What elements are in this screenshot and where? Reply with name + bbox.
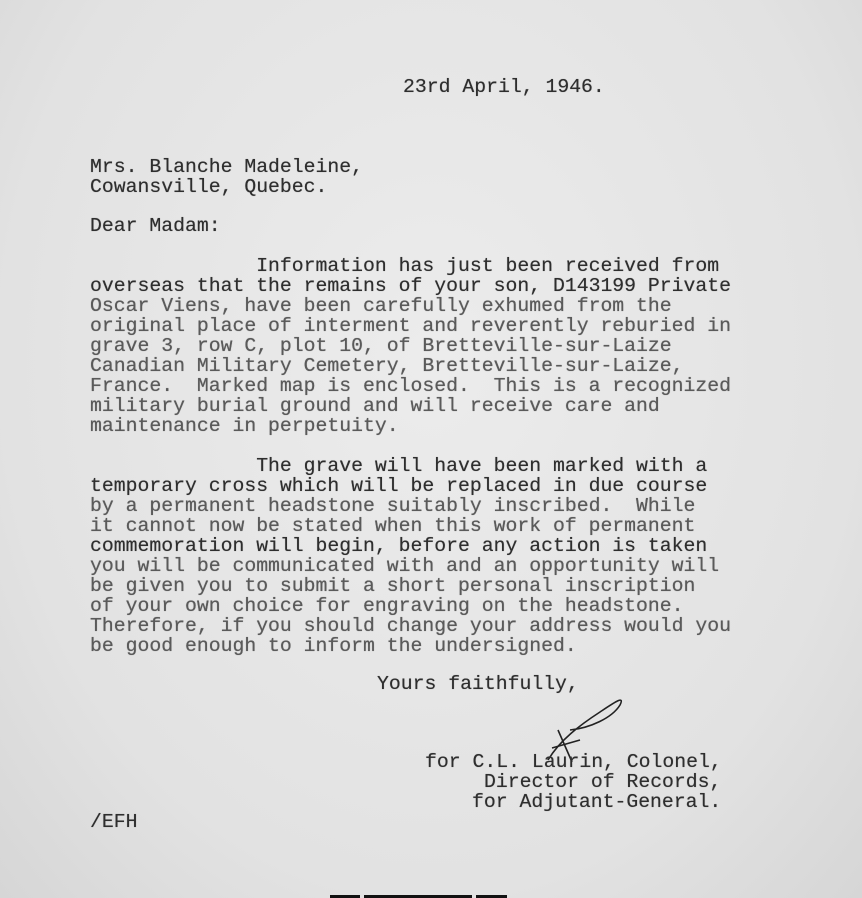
salutation: Dear Madam: [90,215,221,237]
paragraph-line: France. Marked map is enclosed. This is a recognized [90,375,732,397]
signatory-title: Director of Records, [484,771,722,793]
recipient-location: Cowansville, Quebec. [90,176,328,198]
signatory-office: for Adjutant-General. [472,791,722,813]
letter-date: 23rd April, 1946. [403,76,605,98]
paragraph-line: The grave will have been marked with a [90,455,708,477]
paragraph-line: temporary cross which will be replaced in due course [90,475,708,497]
paragraph-line: Oscar Viens, have been carefully exhumed from the [90,295,672,317]
paragraph-line: by a permanent headstone suitably inscribed. While [90,495,696,517]
paragraph-line: Information has just been received from [90,255,720,277]
paragraph-line: Canadian Military Cemetery, Bretteville-sur-Laize, [90,355,684,377]
paragraph-line: be good enough to inform the undersigned. [90,635,577,657]
typist-reference: /EFH [90,811,138,833]
signatory-line: for C.L. Laurin, Colonel, [425,751,722,773]
paragraph-line: of your own choice for engraving on the headstone. [90,595,684,617]
paragraph-line: military burial ground and will receive care and [90,395,660,417]
paragraph-line: Therefore, if you should change your address would you [90,615,732,637]
paragraph-line: maintenance in perpetuity. [90,415,399,437]
recipient-name: Mrs. Blanche Madeleine, [90,156,364,178]
paragraph-line: overseas that the remains of your son, D143199 Private [90,275,732,297]
paragraph-line: be given you to submit a short personal inscription [90,575,696,597]
paragraph-line: commemoration will begin, before any action is taken [90,535,708,557]
paragraph-line: it cannot now be stated when this work of permanent [90,515,696,537]
closing: Yours faithfully, [377,673,579,695]
paragraph-line: grave 3, row C, plot 10, of Bretteville-sur-Laize [90,335,672,357]
paragraph-line: you will be communicated with and an opportunity will [90,555,720,577]
paragraph-line: original place of interment and reverently reburied in [90,315,732,337]
